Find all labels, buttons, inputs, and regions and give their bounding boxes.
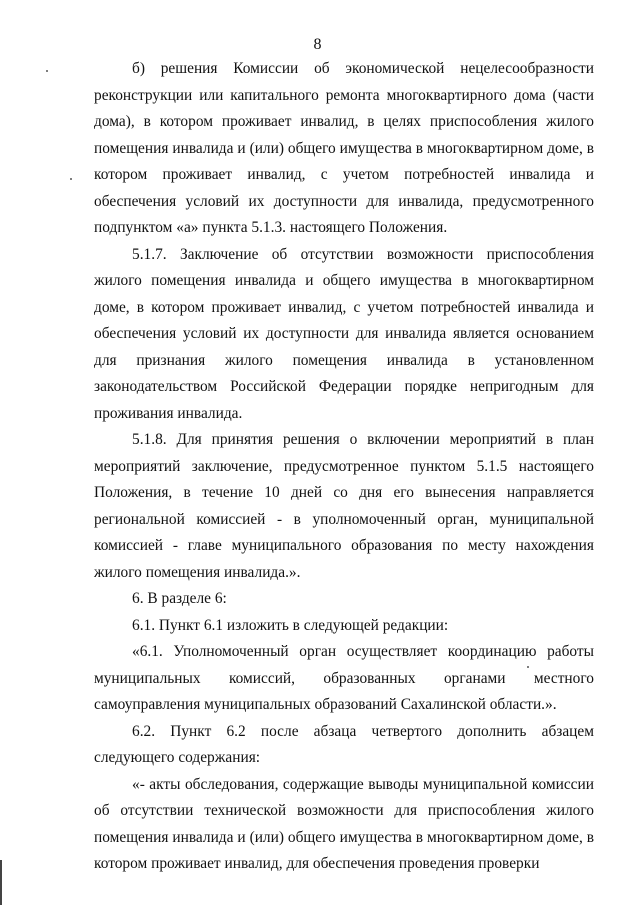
- paragraph-5-1-8: 5.1.8. Для принятия решения о включении мероприятий в план мероприятий заключение, предусмотренное пунктом 5.1.5 настоящего Положения, в течение 10 дней со дня его вынесения направляется региональной комиссией - в уполномоченный орган, муниципальной комиссией - главе муниципального образования по месту нахождения жилого помещения инвалида.».: [94, 431, 594, 581]
- scan-speck: [46, 70, 48, 72]
- paragraph-b-decision: б) решения Комиссии об экономической нецелесообразности реконструкции или капитального ремонта многоквартирного дома (части дома), в котором проживает инвалид, в целях приспособления жилого помещения инвалида и (или) общего имущества в многоквартирном доме, в котором проживает инвалид, с учетом потребностей инвалида и обеспечения условий их доступности для инвалида, предусмотренного подпунктом «а» пункта 5.1.3. настоящего Положения.: [94, 60, 594, 236]
- paragraph-6-1-quote: «6.1. Уполномоченный орган осуществляет координацию работы муниципальных комиссий, образованных органами местного самоуправления муниципальных образований Сахалинской области.».: [94, 643, 594, 713]
- paragraph-5-1-7: 5.1.7. Заключение об отсутствии возможности приспособления жилого помещения инвалида и общего имущества в многоквартирном доме, в котором проживает инвалид, с учетом потребностей инвалида и обеспечения условий их доступности для инвалида является основанием для признания жилого помещения инвалида в установленном законодательством Российской Федерации порядке непригодным для проживания инвалида.: [94, 245, 594, 422]
- scan-speck: [527, 666, 529, 668]
- page-number: 8: [313, 36, 322, 53]
- paragraph-6-2: 6.2. Пункт 6.2 после абзаца четвертого дополнить абзацем следующего содержания:: [94, 722, 594, 766]
- document-body: [94, 56, 594, 878]
- paragraph-6-2-quote: «- акты обследования, содержащие выводы муниципальной комиссии об отсутствии технической возможности для приспособления жилого помещения инвалида и (или) общего имущества в многоквартирном доме, в котором проживает инвалид, для обеспечения проведения проверки: [94, 775, 594, 872]
- scan-speck: [70, 178, 72, 180]
- paragraph-section-6: 6. В разделе 6:: [132, 590, 227, 607]
- scan-edge-mark: [0, 860, 2, 905]
- paragraph-6-1: 6.1. Пункт 6.1 изложить в следующей редакции:: [132, 616, 449, 634]
